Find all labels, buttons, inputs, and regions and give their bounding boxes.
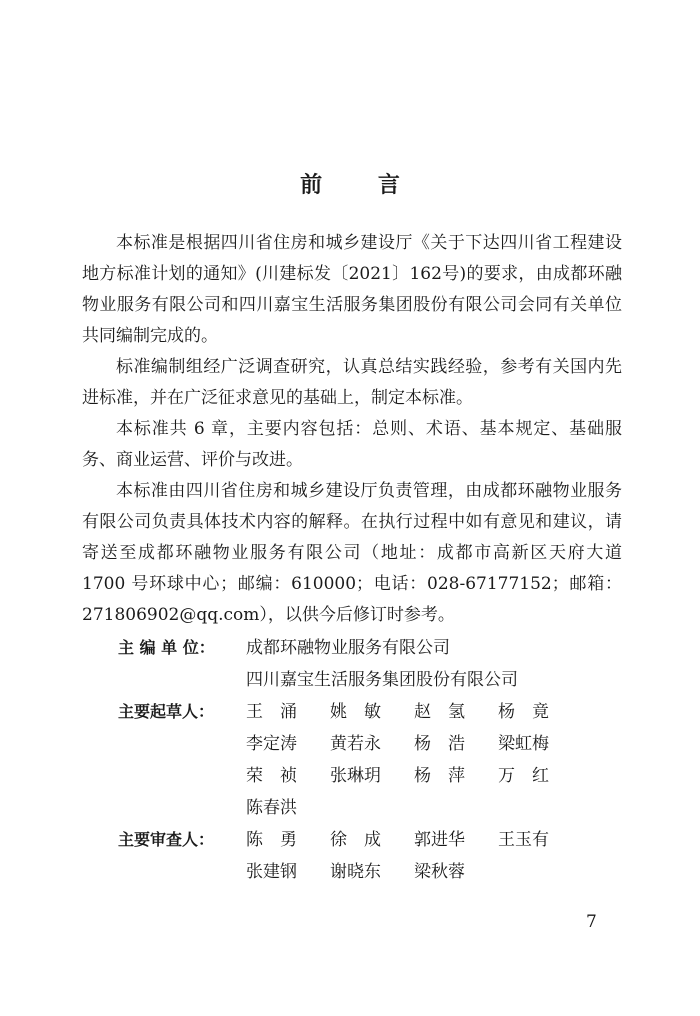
drafters-line [246, 760, 598, 792]
drafter-name: 姚 敏 [330, 702, 381, 722]
paragraph-2: 标准编制组经广泛调查研究，认真总结实践经验，参考有关国内先进标准，并在广泛征求意见的基础上，制定本标准。 [82, 357, 622, 408]
reviewers-row [118, 824, 598, 888]
paragraph-4: 本标准由四川省住房和城乡建设厅负责管理，由成都环融物业服务有限公司负责具体技术内容的解释。在执行过程中如有意见和建议，请寄送至成都环融物业服务有限公司（地址：成都市高新区天府大道 1700 号环球中心；邮编：610000；电话：028-67177152；邮箱：271806902@qq.com），以供今后修订时参考。 [82, 481, 622, 625]
chief-units-row [118, 632, 598, 696]
drafter-name: 李定涛 [246, 734, 297, 754]
page-number: 7 [586, 912, 597, 932]
credits-block [118, 632, 598, 888]
drafters-label: 主要起草人： [118, 702, 215, 721]
drafter-name: 黄若永 [330, 734, 381, 754]
chief-units-list [246, 632, 598, 696]
drafters-line [246, 792, 598, 824]
reviewers-list [246, 824, 598, 888]
reviewers-label: 主要审查人： [118, 830, 215, 849]
page-title: 前 言 [300, 173, 424, 198]
chief-unit: 成都环融物业服务有限公司 [246, 638, 450, 658]
drafter-name: 陈春洪 [246, 798, 297, 818]
reviewer-name: 王玉有 [498, 830, 549, 850]
drafter-name: 赵 氢 [414, 702, 465, 722]
reviewer-name: 谢晓东 [330, 862, 381, 882]
drafter-name: 杨 萍 [414, 766, 465, 786]
drafter-name: 杨 竟 [498, 702, 549, 722]
reviewer-name: 梁秋蓉 [414, 862, 465, 882]
drafter-name: 荣 祯 [246, 766, 297, 786]
drafters-line [246, 696, 598, 728]
drafter-name: 杨 浩 [414, 734, 465, 754]
reviewers-line [246, 824, 598, 856]
paragraph-1: 本标准是根据四川省住房和城乡建设厅《关于下达四川省工程建设地方标准计划的通知》(川建标发〔2021〕162号)的要求，由成都环融物业服务有限公司和四川嘉宝生活服务集团股份有限公司会同有关单位共同编制完成的。 [82, 233, 622, 346]
drafters-list [246, 696, 598, 824]
reviewer-name: 郭进华 [414, 830, 465, 850]
drafters-line [246, 728, 598, 760]
drafters-row [118, 696, 598, 824]
drafter-name: 万 红 [498, 766, 549, 786]
drafter-name: 梁虹梅 [498, 734, 549, 754]
drafter-name: 张琳玥 [330, 766, 381, 786]
drafter-name: 王 涌 [246, 702, 297, 722]
chief-units-label: 主 编 单 位： [118, 638, 215, 657]
reviewer-name: 陈 勇 [246, 830, 297, 850]
reviewers-line [246, 856, 598, 888]
reviewer-name: 张建钢 [246, 862, 297, 882]
preface-body [82, 228, 622, 631]
chief-unit: 四川嘉宝生活服务集团股份有限公司 [246, 670, 518, 690]
paragraph-3: 本标准共 6 章，主要内容包括：总则、术语、基本规定、基础服务、商业运营、评价与改进。 [82, 419, 622, 470]
reviewer-name: 徐 成 [330, 830, 381, 850]
